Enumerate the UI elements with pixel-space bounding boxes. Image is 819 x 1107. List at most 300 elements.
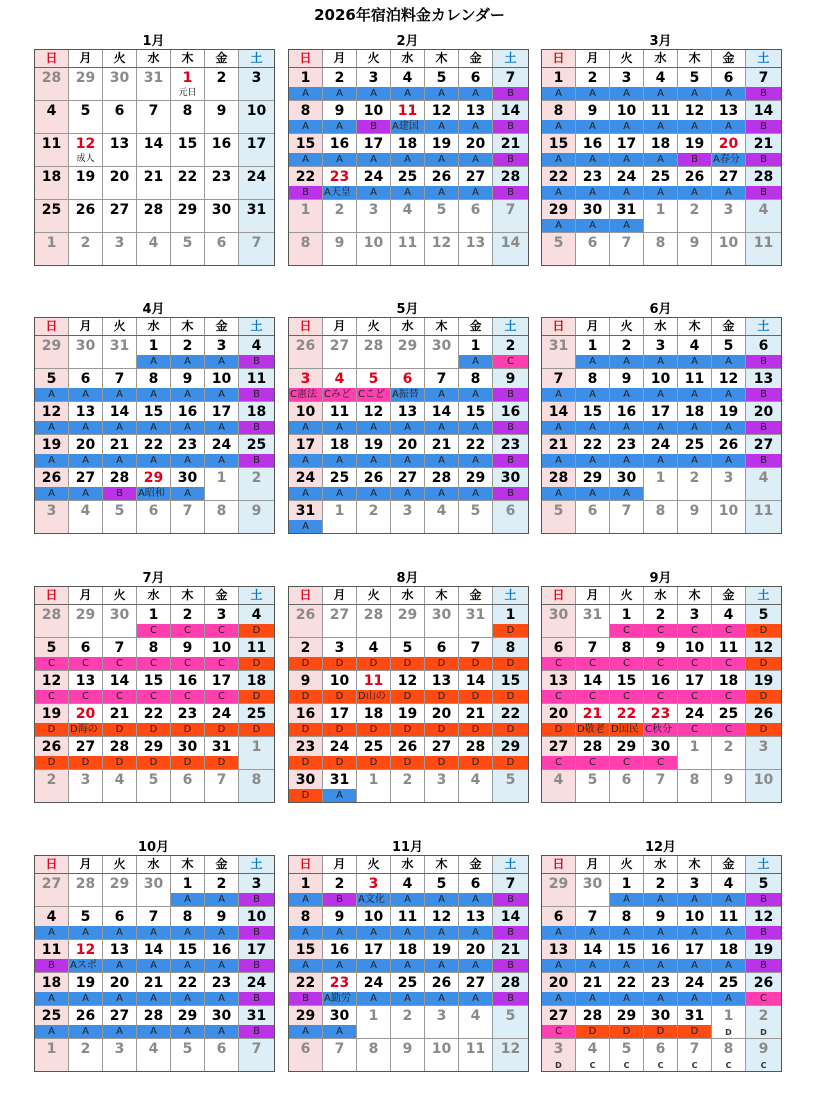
day-number: 1 bbox=[148, 607, 159, 623]
day-cell bbox=[576, 468, 610, 500]
day-number: 10 bbox=[684, 909, 705, 925]
rate-tag: D bbox=[555, 1061, 562, 1070]
day-cell bbox=[171, 200, 205, 232]
rate-band: D bbox=[493, 624, 528, 637]
day-cell bbox=[205, 101, 239, 133]
weekday-label: 土 bbox=[239, 50, 274, 67]
rate-band: A bbox=[137, 959, 170, 972]
rate-band: D bbox=[137, 723, 170, 736]
rate-band: D bbox=[323, 657, 356, 670]
weekday-label: 金 bbox=[459, 318, 493, 335]
day-number: 5 bbox=[80, 909, 91, 925]
day-cell bbox=[35, 167, 69, 199]
day-number: 26 bbox=[295, 607, 316, 623]
day-cell bbox=[712, 1039, 746, 1071]
day-cell bbox=[357, 704, 391, 736]
day-cell bbox=[391, 501, 425, 533]
day-number: 28 bbox=[143, 1008, 164, 1024]
day-number: 18 bbox=[41, 169, 62, 185]
rate-tag: C bbox=[657, 1061, 664, 1070]
day-number: 16 bbox=[295, 706, 316, 722]
day-number: 26 bbox=[684, 169, 705, 185]
day-cell bbox=[459, 501, 493, 533]
day-number: 10 bbox=[363, 235, 384, 251]
day-number: 31 bbox=[143, 70, 164, 86]
day-cell bbox=[493, 907, 528, 939]
rate-band: D海の bbox=[69, 723, 102, 736]
day-cell bbox=[644, 501, 678, 533]
day-number: 13 bbox=[718, 103, 739, 119]
rate-band: C bbox=[712, 690, 745, 703]
rate-band: B bbox=[357, 120, 390, 133]
day-number: 3 bbox=[368, 202, 379, 218]
day-cell bbox=[35, 605, 69, 637]
month-title: 2月 bbox=[396, 34, 419, 49]
rate-band: C bbox=[205, 624, 238, 637]
day-number: 28 bbox=[143, 202, 164, 218]
day-number: 19 bbox=[75, 169, 96, 185]
day-cell bbox=[391, 336, 425, 368]
day-number: 4 bbox=[436, 503, 447, 519]
day-cell bbox=[35, 1039, 69, 1071]
rate-band: D bbox=[323, 723, 356, 736]
day-cell bbox=[542, 737, 576, 769]
weekday-label: 土 bbox=[493, 856, 528, 873]
weekday-label: 木 bbox=[171, 856, 205, 873]
rate-band: D bbox=[103, 756, 136, 769]
day-cell bbox=[542, 605, 576, 637]
day-number: 8 bbox=[251, 772, 262, 788]
day-number: 22 bbox=[177, 169, 198, 185]
day-cell bbox=[644, 369, 678, 401]
week-row bbox=[289, 605, 528, 638]
day-cell bbox=[137, 101, 171, 133]
rate-band: A bbox=[576, 355, 609, 368]
day-cell bbox=[137, 770, 171, 802]
day-cell bbox=[610, 605, 644, 637]
rate-band: D bbox=[289, 723, 322, 736]
day-cell bbox=[205, 973, 239, 1005]
day-number: 26 bbox=[75, 1008, 96, 1024]
day-number: 5 bbox=[182, 1041, 193, 1057]
day-cell bbox=[391, 770, 425, 802]
rate-band: A bbox=[576, 120, 609, 133]
day-cell bbox=[137, 167, 171, 199]
day-number: 2 bbox=[80, 1041, 91, 1057]
rate-band: A bbox=[205, 388, 238, 401]
rate-band: D bbox=[493, 756, 528, 769]
day-number: 8 bbox=[621, 909, 632, 925]
day-cell bbox=[459, 605, 493, 637]
day-number: 27 bbox=[548, 1008, 569, 1024]
rate-band: A bbox=[425, 926, 458, 939]
day-cell bbox=[610, 973, 644, 1005]
rate-band: C bbox=[712, 723, 745, 736]
day-number: 2 bbox=[402, 1008, 413, 1024]
day-cell bbox=[289, 638, 323, 670]
rate-band: A bbox=[576, 186, 609, 199]
day-number: 19 bbox=[431, 136, 452, 152]
day-number: 10 bbox=[295, 404, 316, 420]
day-cell bbox=[391, 671, 425, 703]
day-number: 7 bbox=[587, 909, 598, 925]
week-row bbox=[542, 907, 781, 940]
day-cell bbox=[576, 671, 610, 703]
day-number: 14 bbox=[109, 404, 130, 420]
day-number: 12 bbox=[753, 909, 774, 925]
day-cell bbox=[610, 638, 644, 670]
rate-band: A bbox=[323, 87, 356, 100]
rate-band: A bbox=[610, 219, 643, 232]
rate-band: C bbox=[678, 624, 711, 637]
day-number: 4 bbox=[470, 772, 481, 788]
day-cell bbox=[171, 402, 205, 434]
rate-band: A bbox=[610, 87, 643, 100]
day-cell bbox=[542, 468, 576, 500]
day-cell bbox=[678, 134, 712, 166]
day-number: 4 bbox=[689, 338, 700, 354]
day-number: 11 bbox=[753, 235, 774, 251]
day-number: 2 bbox=[368, 503, 379, 519]
rate-band: C bbox=[610, 690, 643, 703]
day-cell bbox=[712, 973, 746, 1005]
day-cell bbox=[746, 973, 781, 1005]
rate-band: D bbox=[644, 1025, 677, 1038]
day-cell bbox=[357, 874, 391, 906]
rate-band: C bbox=[69, 657, 102, 670]
day-cell bbox=[137, 940, 171, 972]
day-cell bbox=[746, 940, 781, 972]
rate-band: A bbox=[69, 454, 102, 467]
day-cell bbox=[103, 101, 137, 133]
day-cell bbox=[610, 134, 644, 166]
day-number: 31 bbox=[211, 739, 232, 755]
weekday-label: 土 bbox=[239, 587, 274, 604]
day-number: 16 bbox=[650, 942, 671, 958]
day-cell bbox=[678, 907, 712, 939]
rate-band: A bbox=[678, 355, 711, 368]
day-number: 20 bbox=[109, 975, 130, 991]
rate-band: A bbox=[678, 120, 711, 133]
day-cell bbox=[610, 874, 644, 906]
weekday-label: 水 bbox=[391, 856, 425, 873]
day-number: 20 bbox=[75, 706, 96, 722]
rate-band: A bbox=[542, 487, 575, 500]
month-block bbox=[34, 571, 273, 803]
week-row bbox=[542, 369, 781, 402]
day-number: 6 bbox=[148, 503, 159, 519]
rate-band: A bbox=[323, 153, 356, 166]
rate-band: B bbox=[289, 186, 322, 199]
day-number: 19 bbox=[753, 942, 774, 958]
day-number: 14 bbox=[500, 909, 521, 925]
day-cell bbox=[459, 907, 493, 939]
day-cell bbox=[289, 671, 323, 703]
day-cell bbox=[171, 68, 205, 100]
day-cell bbox=[35, 68, 69, 100]
day-number: 2 bbox=[655, 876, 666, 892]
day-cell bbox=[171, 435, 205, 467]
day-cell bbox=[239, 101, 274, 133]
day-cell bbox=[678, 501, 712, 533]
day-cell bbox=[542, 940, 576, 972]
week-row bbox=[542, 1039, 781, 1071]
day-cell bbox=[459, 704, 493, 736]
day-number: 4 bbox=[470, 1008, 481, 1024]
day-cell bbox=[239, 1006, 274, 1038]
day-cell bbox=[35, 638, 69, 670]
day-number: 15 bbox=[143, 673, 164, 689]
rate-band: A bbox=[712, 355, 745, 368]
rate-band: A bbox=[289, 421, 322, 434]
day-number: 9 bbox=[334, 235, 345, 251]
rate-band: D bbox=[289, 657, 322, 670]
rate-band: D国民 bbox=[610, 723, 643, 736]
day-number: 5 bbox=[148, 772, 159, 788]
day-cell bbox=[391, 435, 425, 467]
day-number: 19 bbox=[41, 437, 62, 453]
day-cell bbox=[239, 336, 274, 368]
rate-band: A bbox=[610, 186, 643, 199]
day-number: 27 bbox=[465, 169, 486, 185]
rate-band: A bbox=[425, 959, 458, 972]
day-cell bbox=[610, 233, 644, 265]
day-number: 15 bbox=[177, 942, 198, 958]
day-number: 8 bbox=[470, 371, 481, 387]
day-number: 8 bbox=[587, 371, 598, 387]
day-cell bbox=[644, 671, 678, 703]
weekday-label: 日 bbox=[35, 50, 69, 67]
day-number: 14 bbox=[143, 136, 164, 152]
day-number: 4 bbox=[553, 772, 564, 788]
day-number: 13 bbox=[109, 942, 130, 958]
day-number: 17 bbox=[363, 136, 384, 152]
day-cell bbox=[678, 671, 712, 703]
weekday-label: 土 bbox=[746, 856, 781, 873]
day-number: 26 bbox=[41, 739, 62, 755]
week-row bbox=[542, 134, 781, 167]
week-row bbox=[35, 638, 274, 671]
day-cell bbox=[425, 671, 459, 703]
day-number: 1 bbox=[655, 202, 666, 218]
rate-band: A bbox=[391, 87, 424, 100]
day-number: 31 bbox=[246, 202, 267, 218]
weekday-label: 木 bbox=[678, 50, 712, 67]
rate-band: D bbox=[357, 756, 390, 769]
day-number: 16 bbox=[650, 673, 671, 689]
day-cell bbox=[103, 973, 137, 1005]
day-cell bbox=[357, 402, 391, 434]
day-cell bbox=[289, 233, 323, 265]
day-number: 23 bbox=[329, 169, 350, 185]
day-cell bbox=[289, 1006, 323, 1038]
rate-band: A bbox=[391, 454, 424, 467]
day-number: 8 bbox=[216, 503, 227, 519]
day-number: 17 bbox=[363, 942, 384, 958]
day-number: 6 bbox=[114, 909, 125, 925]
day-number: 10 bbox=[431, 1041, 452, 1057]
day-cell bbox=[69, 68, 103, 100]
rate-band: D bbox=[239, 657, 274, 670]
day-cell bbox=[542, 907, 576, 939]
rate-band: A bbox=[712, 186, 745, 199]
day-number: 7 bbox=[689, 1041, 700, 1057]
day-cell bbox=[69, 336, 103, 368]
day-number: 24 bbox=[650, 437, 671, 453]
weekday-label: 土 bbox=[746, 318, 781, 335]
day-cell bbox=[678, 200, 712, 232]
rate-band: A bbox=[137, 454, 170, 467]
rate-band: D bbox=[746, 690, 781, 703]
rate-band: B bbox=[746, 153, 781, 166]
rate-band: A bbox=[576, 219, 609, 232]
day-number: 1 bbox=[505, 607, 516, 623]
month-title: 1月 bbox=[142, 34, 165, 49]
weekday-label: 木 bbox=[171, 318, 205, 335]
day-cell bbox=[610, 468, 644, 500]
day-cell bbox=[289, 336, 323, 368]
day-cell bbox=[493, 737, 528, 769]
day-number: 6 bbox=[470, 202, 481, 218]
day-number: 8 bbox=[148, 371, 159, 387]
day-number: 9 bbox=[216, 909, 227, 925]
day-cell bbox=[239, 402, 274, 434]
week-row bbox=[542, 336, 781, 369]
day-cell bbox=[746, 770, 781, 802]
weekday-header bbox=[542, 318, 781, 336]
day-number: 15 bbox=[616, 673, 637, 689]
weekday-label: 日 bbox=[289, 587, 323, 604]
day-cell bbox=[239, 907, 274, 939]
day-number: 11 bbox=[465, 1041, 486, 1057]
rate-band: A bbox=[171, 355, 204, 368]
week-row bbox=[35, 704, 274, 737]
weekday-label: 月 bbox=[69, 318, 103, 335]
holiday-note: 元日 bbox=[178, 88, 197, 98]
rate-band: A bbox=[644, 893, 677, 906]
weekday-label: 火 bbox=[357, 50, 391, 67]
day-number: 29 bbox=[548, 202, 569, 218]
weekday-label: 月 bbox=[576, 50, 610, 67]
day-number: 3 bbox=[655, 338, 666, 354]
day-number: 26 bbox=[431, 975, 452, 991]
rate-band: C bbox=[542, 657, 575, 670]
day-number: 25 bbox=[397, 975, 418, 991]
day-cell bbox=[542, 134, 576, 166]
day-number: 25 bbox=[246, 706, 267, 722]
day-cell bbox=[357, 605, 391, 637]
day-number: 1 bbox=[148, 338, 159, 354]
weekday-label: 日 bbox=[289, 318, 323, 335]
day-cell bbox=[391, 874, 425, 906]
rate-band: A bbox=[103, 926, 136, 939]
day-number: 28 bbox=[363, 338, 384, 354]
day-number: 18 bbox=[684, 404, 705, 420]
day-number: 19 bbox=[75, 975, 96, 991]
day-number: 18 bbox=[363, 706, 384, 722]
rate-band: A bbox=[171, 893, 204, 906]
week-row bbox=[542, 638, 781, 671]
week-row bbox=[289, 167, 528, 200]
day-number: 5 bbox=[621, 1041, 632, 1057]
day-cell bbox=[103, 874, 137, 906]
day-number: 4 bbox=[402, 70, 413, 86]
day-cell bbox=[323, 907, 357, 939]
day-number: 21 bbox=[500, 942, 521, 958]
day-number: 9 bbox=[182, 371, 193, 387]
day-number: 7 bbox=[621, 235, 632, 251]
day-cell bbox=[69, 435, 103, 467]
day-cell bbox=[103, 233, 137, 265]
week-row bbox=[289, 336, 528, 369]
rate-band: A bbox=[542, 87, 575, 100]
day-number: 4 bbox=[46, 909, 57, 925]
month-grid bbox=[34, 855, 275, 1072]
rate-band: C bbox=[610, 756, 643, 769]
day-number: 11 bbox=[718, 640, 739, 656]
day-cell bbox=[542, 233, 576, 265]
day-cell bbox=[239, 973, 274, 1005]
day-number: 29 bbox=[582, 470, 603, 486]
rate-band: A bbox=[610, 893, 643, 906]
month-block bbox=[288, 840, 527, 1072]
day-cell bbox=[644, 704, 678, 736]
day-cell bbox=[357, 737, 391, 769]
day-cell bbox=[712, 134, 746, 166]
day-cell bbox=[542, 200, 576, 232]
day-number: 10 bbox=[246, 909, 267, 925]
day-cell bbox=[459, 233, 493, 265]
day-cell bbox=[205, 737, 239, 769]
month-grid bbox=[34, 317, 275, 534]
day-cell bbox=[644, 435, 678, 467]
day-cell bbox=[610, 704, 644, 736]
day-number: 16 bbox=[329, 942, 350, 958]
day-number: 18 bbox=[397, 942, 418, 958]
day-number: 8 bbox=[300, 235, 311, 251]
day-cell bbox=[69, 940, 103, 972]
day-cell bbox=[459, 638, 493, 670]
day-cell bbox=[576, 134, 610, 166]
day-number: 3 bbox=[689, 607, 700, 623]
day-number: 28 bbox=[75, 876, 96, 892]
day-cell bbox=[357, 770, 391, 802]
day-number: 31 bbox=[109, 338, 130, 354]
day-cell bbox=[712, 737, 746, 769]
day-number: 12 bbox=[75, 942, 96, 958]
rate-band: A bbox=[678, 186, 711, 199]
day-number: 1 bbox=[251, 739, 262, 755]
rate-band: D bbox=[678, 1025, 711, 1038]
rate-band: A bbox=[644, 355, 677, 368]
week-row bbox=[35, 68, 274, 101]
day-cell bbox=[323, 605, 357, 637]
day-cell bbox=[103, 1039, 137, 1071]
day-number: 30 bbox=[211, 1008, 232, 1024]
day-number: 13 bbox=[75, 404, 96, 420]
day-number: 6 bbox=[436, 640, 447, 656]
day-number: 15 bbox=[465, 404, 486, 420]
day-number: 6 bbox=[621, 772, 632, 788]
day-cell bbox=[576, 336, 610, 368]
day-cell bbox=[576, 907, 610, 939]
day-number: 22 bbox=[500, 706, 521, 722]
rate-band: A bbox=[323, 1025, 356, 1038]
day-number: 2 bbox=[689, 202, 700, 218]
day-cell bbox=[425, 907, 459, 939]
day-cell bbox=[712, 468, 746, 500]
rate-band: A bbox=[459, 487, 492, 500]
